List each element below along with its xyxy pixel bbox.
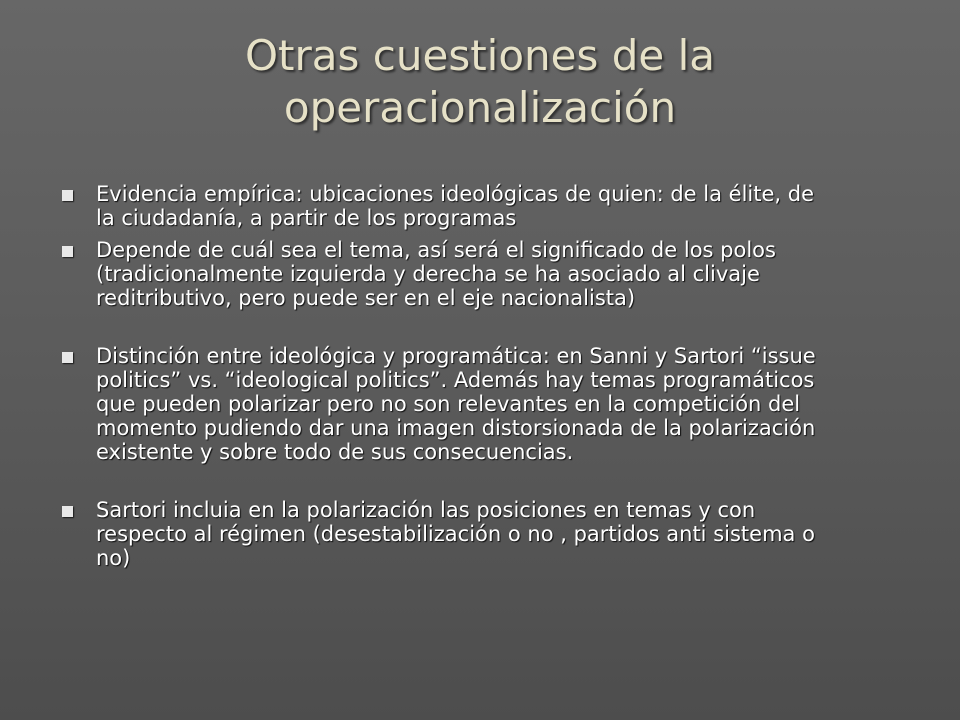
bullet-line: Depende de cuál sea el tema, así será el significado de los polos [96,238,776,262]
bullet-line: la ciudadanía, a partir de los programas [96,206,517,230]
bullet-line: momento pudiendo dar una imagen distorsionada de la polarización [96,416,816,440]
bullet-line: que pueden polarizar pero no son relevantes en la competición del [96,392,801,416]
bullet-item-distincion [62,344,912,464]
slide-title-line-2: operacionalización [283,83,677,132]
bullet-item-evidencia [62,182,912,230]
slide-title-line-1: Otras cuestiones de la [245,31,715,80]
bullet-item-sartori [62,498,912,570]
bullet-line: Evidencia empírica: ubicaciones ideológicas de quien: de la élite, de [96,182,814,206]
bullet-line: respecto al régimen (desestabilización o no , partidos anti sistema o [96,522,815,546]
bullet-line: Distinción entre ideológica y programática: en Sanni y Sartori “issue [96,344,816,368]
square-bullet-icon [62,352,73,363]
bullet-list [62,182,912,570]
bullet-line: (tradicionalmente izquierda y derecha se ha asociado al clivaje [96,262,760,286]
bullet-line: existente y sobre todo de sus consecuencias. [96,440,574,464]
bullet-line: no) [96,546,131,570]
bullet-line: reditributivo, pero puede ser en el eje nacionalista) [96,286,636,310]
bullet-line: Sartori incluia en la polarización las posiciones en temas y con [96,498,756,522]
bullet-line: politics” vs. “ideological politics”. Además hay temas programáticos [96,368,815,392]
square-bullet-icon [62,246,73,257]
bullet-item-depende [62,238,912,310]
slide-title [150,30,810,134]
square-bullet-icon [62,190,73,201]
square-bullet-icon [62,506,73,517]
